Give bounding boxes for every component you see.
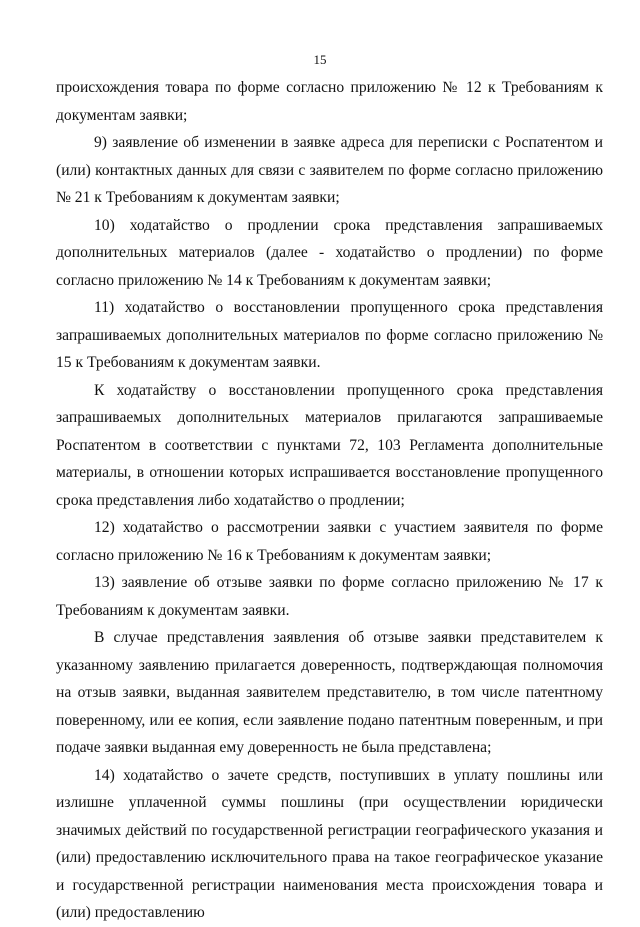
paragraph-note-withdrawal: В случае представления заявления об отзыве заявки представителем к указанному заявлению прилагается доверенность, подтверждающая полномочия на отзыв заявки, выданная заявителем представителю, в том числе патентному поверенному, или ее копия, если заявление подано патентным поверенным, и при подаче заявки выданная ему доверенность не была представлена;	[56, 629, 603, 756]
document-body	[56, 74, 603, 927]
paragraph-item-11: 11) ходатайство о восстановлении пропущенного срока представления запрашиваемых дополнительных материалов по форме согласно приложению № 15 к Требованиям к документам заявки.	[56, 299, 603, 371]
page-number: 15	[313, 52, 327, 67]
paragraph-item-12: 12) ходатайство о рассмотрении заявки с участием заявителя по форме согласно приложению № 16 к Требованиям к документам заявки;	[56, 519, 603, 564]
paragraph-item-14: 14) ходатайство о зачете средств, поступивших в уплату пошлины или излишне уплаченной суммы пошлины (при осуществлении юридически значимых действий по государственной регистрации географического указания и (или) предоставлению исключительного права на такое географическое указание и государственной регистрации наименования места происхождения товара и (или) предоставлению	[56, 766, 603, 921]
paragraph-item-10: 10) ходатайство о продлении срока представления запрашиваемых дополнительных материалов (далее - ходатайство о продлении) по форме согласно приложению № 14 к Требованиям к документам заявки;	[56, 216, 603, 289]
paragraph-continuation: происхождения товара по форме согласно приложению № 12 к Требованиям к документам заявки;	[56, 79, 603, 124]
paragraph-item-9: 9) заявление об изменении в заявке адреса для переписки с Роспатентом и (или) контактных данных для связи с заявителем по форме согласно приложению № 21 к Требованиям к документам заявки;	[56, 134, 603, 206]
paragraph-item-13: 13) заявление об отзыве заявки по форме согласно приложению № 17 к Требованиям к документам заявки.	[56, 574, 603, 619]
paragraph-note-restoration: К ходатайству о восстановлении пропущенного срока представления запрашиваемых дополнительных материалов прилагаются запрашиваемые Роспатентом в соответствии с пунктами 72, 103 Регламента дополнительные материалы, в отношении которых испрашивается восстановление пропущенного срока представления либо ходатайство о продлении;	[56, 381, 603, 509]
